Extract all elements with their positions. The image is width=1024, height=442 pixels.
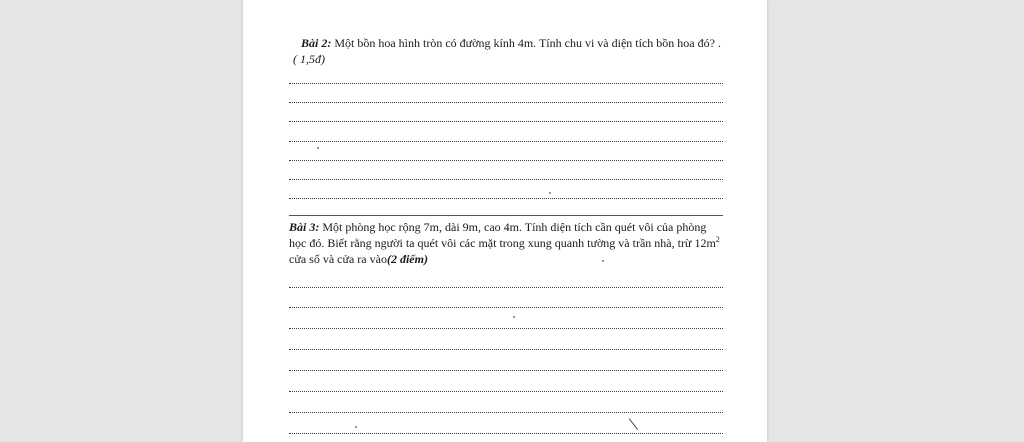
question-3-points: (2 điểm) [386, 252, 428, 266]
answer-line [289, 102, 723, 103]
question-2-line-2 [293, 51, 751, 67]
scan-speck [513, 316, 515, 318]
question-3-label: Bài 3: [289, 220, 320, 234]
answer-line [289, 349, 723, 350]
separator-line [289, 215, 723, 216]
answer-line [289, 83, 723, 84]
scan-speck [317, 147, 319, 149]
answer-line [289, 160, 723, 161]
scan-speck [602, 260, 604, 262]
question-2-line-1 [289, 35, 751, 51]
scan-speck [355, 426, 357, 428]
answer-line [289, 121, 723, 122]
question-3 [289, 219, 757, 267]
question-3-text-1: Một phòng học rộng 7m, dài 9m, cao 4m. Tính diện tích cần quét vôi của phòng [319, 220, 707, 234]
answer-line [289, 433, 723, 434]
question-3-line-2 [289, 235, 757, 251]
question-3-superscript: 2 [715, 235, 720, 244]
scan-mark [629, 418, 638, 430]
answer-line [289, 391, 723, 392]
answer-line [289, 412, 723, 413]
question-2-text: Một bồn hoa hình tròn có đường kính 4m. Tính chu vi và diện tích bồn hoa đó? . [331, 36, 721, 50]
answer-line [289, 179, 723, 180]
answer-line [289, 141, 723, 142]
answer-line [289, 328, 723, 329]
document-page [243, 0, 767, 442]
answer-line [289, 287, 723, 288]
scan-speck [549, 192, 551, 194]
question-2-points: ( 1,5đ) [293, 52, 325, 66]
answer-line [289, 370, 723, 371]
question-3-text-3: cửa sổ và cửa ra vào [289, 252, 387, 266]
question-2 [289, 35, 751, 67]
answer-line [289, 307, 723, 308]
question-3-line-1 [289, 219, 757, 235]
question-3-text-2: học đó. Biết rằng người ta quét vôi các mặt trong xung quanh tường và trần nhà, trừ 12m [289, 236, 716, 250]
question-2-label: Bài 2: [301, 36, 332, 50]
question-3-line-3 [289, 251, 757, 267]
answer-line [289, 198, 723, 199]
